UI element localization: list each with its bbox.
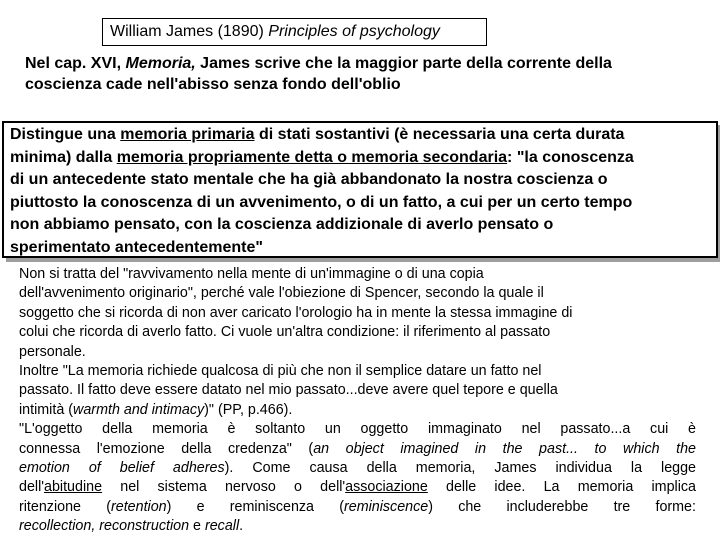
definition-line: sperimentato antecedentemente" [10, 238, 263, 256]
definition-line: piuttosto la conoscenza di un avvenimento, o di un fatto, a cui per un certo tempo [10, 193, 633, 211]
intro-line [25, 53, 705, 74]
body-text: ). Come causa della memoria, James individua la legge [224, 460, 696, 477]
body-line: Inoltre "La memoria richiede qualcosa di più che non il semplice datare un fatto nel [19, 363, 542, 380]
title-box [102, 18, 487, 46]
definition-box [2, 121, 718, 258]
intro-paragraph [25, 53, 705, 95]
body-text: delle idee. La memoria implica [427, 479, 696, 496]
term-secondary-memory: memoria propriamente detta o memoria secondaria [116, 148, 508, 166]
body-text: ) e reminiscenza ( [166, 498, 344, 515]
body-text: nel sistema nervoso o dell' [102, 479, 346, 496]
intro-text: Nel cap. XVI, [25, 55, 126, 72]
english-term: recall [204, 518, 240, 535]
english-term: recollection, reconstruction [19, 518, 190, 535]
body-line: passato. Il fatto deve essere datato nel mio passato...deve avere quel tepore e quella [19, 382, 558, 399]
body-line [19, 498, 696, 517]
body-paragraph [19, 265, 696, 537]
english-quote: emotion of belief adheres [19, 460, 225, 477]
english-term: retention [110, 498, 167, 515]
body-line [19, 517, 696, 536]
term-habit: abitudine [44, 479, 103, 496]
body-line: soggetto che si ricorda di non aver caricato l'orologio ha in mente la stessa immagine di [19, 304, 573, 321]
english-term: reminiscence [343, 498, 429, 515]
body-line [19, 401, 696, 420]
body-text: intimità ( [19, 401, 74, 418]
definition-text: Distingue una [10, 126, 121, 143]
intro-chapter-title: Memoria, [125, 55, 196, 72]
english-quote: an object imagined in the past... to which the [313, 440, 697, 457]
body-text: e [189, 518, 205, 535]
term-association: associazione [345, 479, 428, 496]
definition-line: non abbiamo pensato, con la coscienza addizionale di averlo pensato o [10, 216, 554, 233]
body-line: colui che ricorda di averlo fatto. Ci vuole un'altra condizione: il riferimento al passato [19, 324, 551, 341]
body-text: . [239, 518, 244, 535]
body-line: personale. [19, 343, 86, 360]
body-line: Non si tratta del "ravvivamento nella mente di un'immagine o di una copia [19, 266, 484, 282]
definition-line [10, 124, 716, 147]
body-text: )" (PP, p.466). [204, 401, 293, 418]
body-line: "L'oggetto della memoria è soltanto un oggetto immaginato nel passato...a cui è [19, 421, 696, 438]
term-primary-memory: memoria primaria [120, 126, 255, 143]
definition-text: : "la conoscenza [507, 148, 634, 166]
body-line [19, 459, 696, 478]
body-line [19, 478, 696, 497]
intro-text: James scrive che la maggior parte della corrente della [195, 55, 612, 72]
definition-text: di stati sostantivi (è necessaria una certa durata [254, 126, 625, 143]
title-author-year: William James (1890) [110, 23, 269, 40]
body-text: connessa l'emozione della credenza" ( [19, 440, 314, 457]
title-work: Principles of psychology [268, 23, 440, 40]
body-text: dell' [19, 479, 44, 496]
body-line: dell'avvenimento originario", perché vale l'obiezione di Spencer, secondo la quale il [19, 285, 544, 302]
body-line [19, 440, 696, 459]
body-text: ritenzione ( [19, 498, 111, 515]
english-term: warmth and intimacy [73, 401, 205, 418]
definition-text: minima) dalla [10, 148, 117, 166]
definition-line: di un antecedente stato mentale che ha già abbandonato la nostra coscienza o [10, 171, 608, 188]
body-text: ) che includerebbe tre forme: [428, 498, 696, 515]
intro-line: coscienza cade nell'abisso senza fondo dell'oblio [25, 76, 401, 93]
definition-line [10, 147, 716, 170]
